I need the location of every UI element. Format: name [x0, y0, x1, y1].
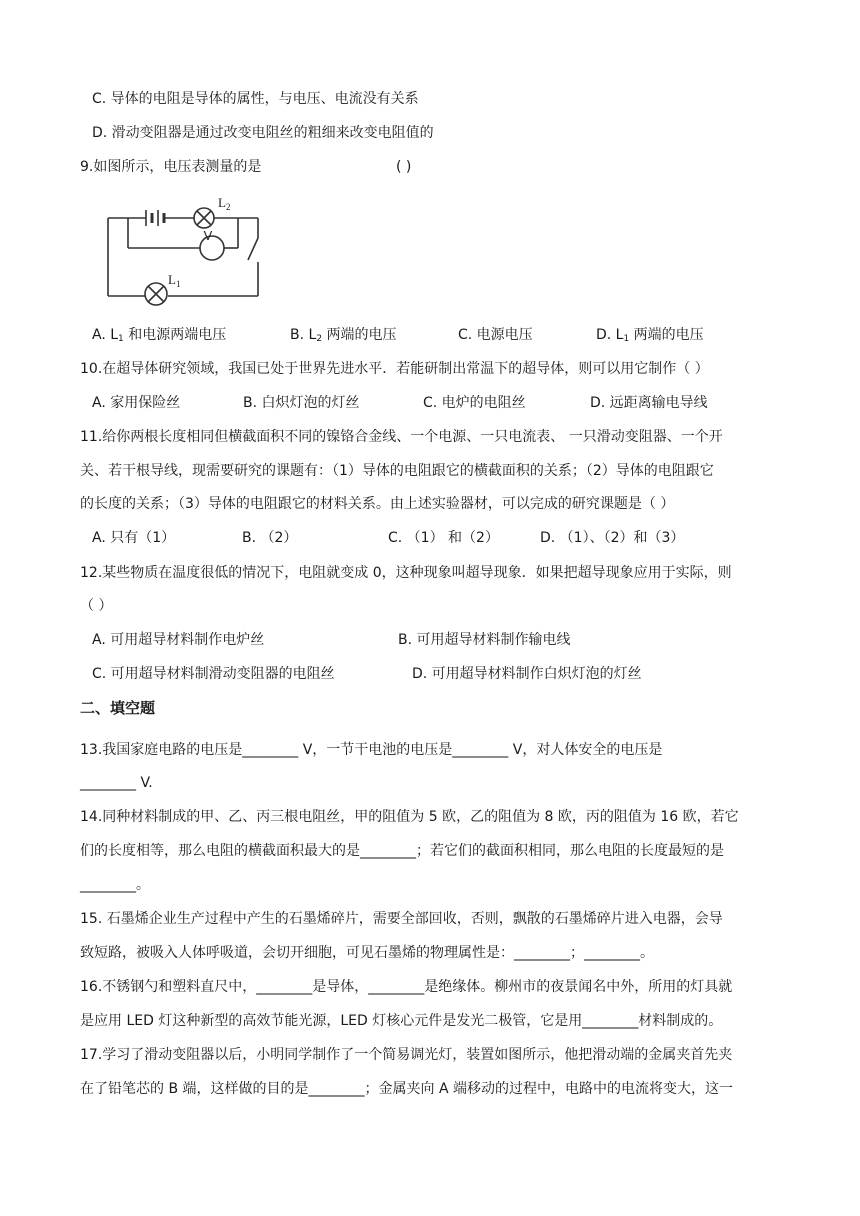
q17-stem-line2: 在了铅笔芯的 B 端，这样做的目的是________；金属夹向 A 端移动的过程中，电路中的电流将变大，这一 — [80, 1081, 733, 1097]
q10-option-c: C. 电炉的电阻丝 — [423, 395, 526, 411]
q9-answer-paren: ( ) — [396, 159, 412, 175]
q13-stem-line1: 13.我国家庭电路的电压是________ V，一节干电池的电压是________ V，对人体安全的电压是 — [80, 742, 663, 758]
q10-option-d: D. 远距离输电导线 — [590, 395, 708, 411]
q10-option-a: A. 家用保险丝 — [92, 395, 181, 411]
q11-option-b: B. （2） — [242, 530, 298, 546]
q10-stem: 10.在超导体研究领域，我国已处于世界先进水平．若能研制出常温下的超导体，则可以用它制作（ ） — [80, 361, 709, 377]
q9-option-b: B. $L_2$ 两端的电压 — [290, 327, 397, 344]
q8-option-d: D. 滑动变阻器是通过改变电阻丝的粗细来改变电阻值的 — [92, 125, 434, 141]
q15-stem-line2: 致短路，被吸入人体呼吸道，会切开细胞，可见石墨烯的物理属性是：________；________。 — [80, 945, 654, 961]
q12-stem-line1: 12.某些物质在温度很低的情况下，电阻就变成 0，这种现象叫超导现象．如果把超导现象应用于实际，则 — [80, 565, 732, 581]
q8-option-c: C. 导体的电阻是导体的属性，与电压、电流没有关系 — [92, 91, 419, 107]
lamp-l1-label: $L_1$ — [168, 272, 181, 289]
q16-stem-line2: 是应用 LED 灯这种新型的高效节能光源，LED 灯核心元件是发光二极管，它是用________材料制成的。 — [80, 1013, 723, 1029]
section-heading-fill-in: 二、填空题 — [80, 699, 156, 717]
q12-option-c: C. 可用超导材料制滑动变阻器的电阻丝 — [92, 666, 335, 682]
q14-stem-line1: 14.同种材料制成的甲、乙、丙三根电阻丝，甲的阻值为 5 欧，乙的阻值为 8 欧，丙的阻值为 16 欧，若它 — [80, 809, 739, 825]
q11-stem-line1: 11.给你两根长度相同但横截面积不同的镍铬合金线、一个电源、一只电流表、 一只滑动变阻器、一个开 — [80, 429, 723, 445]
q16-stem-line1: 16.不锈钢勺和塑料直尺中，________是导体，________是绝缘体。柳州市的夜景闻名中外，所用的灯具就 — [80, 979, 733, 995]
q13-stem-line2: ________ V. — [80, 775, 153, 791]
q15-stem-line1: 15. 石墨烯企业生产过程中产生的石墨烯碎片，需要全部回收，否则，飘散的石墨烯碎片进入电器，会导 — [80, 911, 723, 927]
q9-option-a: A. $L_1$ 和电源两端电压 — [92, 327, 227, 344]
q12-option-d: D. 可用超导材料制作白炽灯泡的灯丝 — [412, 666, 642, 682]
lamp-l2-label: $L_2$ — [218, 195, 231, 212]
q9-option-d: D. $L_1$ 两端的电压 — [596, 327, 704, 344]
q11-option-a: A. 只有（1） — [92, 530, 176, 546]
q10-option-b: B. 白炽灯泡的灯丝 — [243, 395, 360, 411]
voltmeter-label: V — [203, 228, 213, 243]
q11-stem-line3: 的长度的关系；（3）导体的电阻跟它的材料关系。由上述实验器材，可以完成的研究课题是（ ） — [80, 496, 675, 512]
q9-circuit-diagram — [98, 190, 268, 308]
q14-stem-line3: ________。 — [80, 877, 150, 893]
q11-option-d: D. （1）、（2）和（3） — [540, 530, 685, 546]
q12-stem-line2: （ ） — [80, 598, 113, 614]
q12-option-a: A. 可用超导材料制作电炉丝 — [92, 632, 265, 648]
switch-icon — [248, 238, 258, 260]
q12-option-b: B. 可用超导材料制作输电线 — [398, 632, 571, 648]
q9-stem: 9.如图所示，电压表测量的是 — [80, 159, 262, 175]
q11-option-c: C. （1） 和（2） — [388, 530, 499, 546]
q9-option-c: C. 电源电压 — [458, 327, 533, 343]
q11-stem-line2: 关、若干根导线，现需要研究的课题有：（1）导体的电阻跟它的横截面积的关系；（2）导体的电阻跟它 — [80, 463, 714, 479]
q14-stem-line2: 们的长度相等，那么电阻的横截面积最大的是________；若它们的截面积相同，那么电阻的长度最短的是 — [80, 843, 724, 859]
q17-stem-line1: 17.学习了滑动变阻器以后，小明同学制作了一个简易调光灯，装置如图所示，他把滑动端的金属夹首先夹 — [80, 1047, 733, 1063]
